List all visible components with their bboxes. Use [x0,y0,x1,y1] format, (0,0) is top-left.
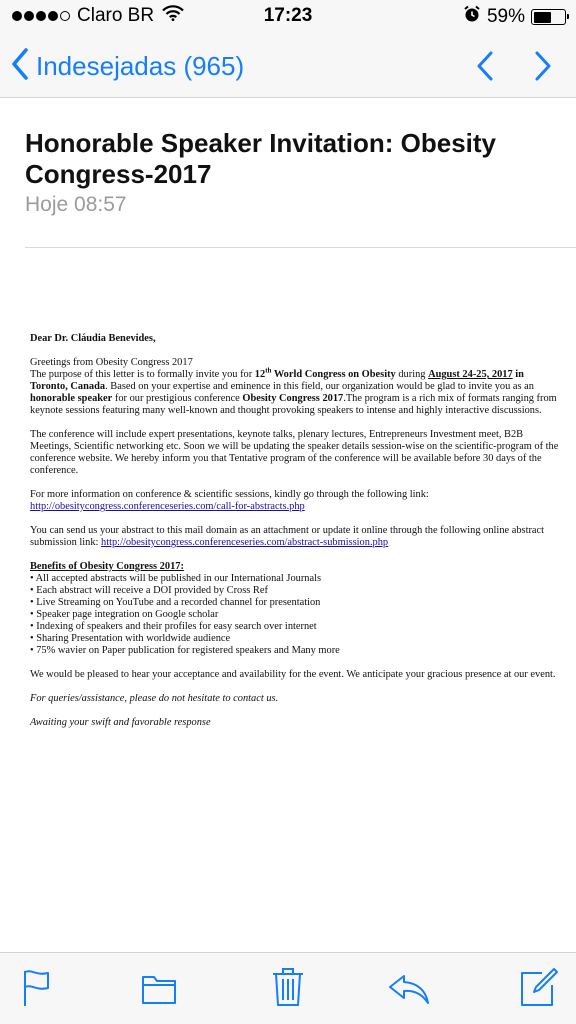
reply-button[interactable] [388,973,430,1012]
greeting: Greetings from Obesity Congress 2017 [30,357,193,368]
closing-paragraph: We would be pleased to hear your acceptance and availability for the event. We anticipate your gracious presence at our event. [30,669,556,680]
folder-icon [141,992,177,1009]
chevron-left-icon [10,47,30,86]
message-header [25,128,551,217]
status-time: 17:23 [263,5,313,26]
benefit-item: • All accepted abstracts will be published in our International Journals [30,573,322,584]
benefit-item: • Each abstract will receive a DOI provided by Cross Ref [30,585,268,596]
benefit-item: • Live Streaming on YouTube and a recorded channel for presentation [30,597,321,608]
header-divider [25,247,576,248]
benefit-item: • Speaker page integration on Google scholar [30,609,219,620]
abstract-paragraph: You can send us your abstract to this mail domain as an attachment or update it online through the following online abstract submission link: http://obesitycongress.conferenceseries.com/abstract-submission.php [30,525,545,548]
salutation: Dear Dr. Cláudia Benevides, [30,333,156,344]
flag-icon [22,994,52,1011]
message-date: Hoje 08:57 [25,193,127,216]
benefit-item: • Sharing Presentation with worldwide audience [30,633,231,644]
benefit-item: • 75% wavier on Paper publication for registered speakers and Many more [30,645,340,656]
reply-icon [388,994,430,1011]
alarm-icon [463,5,481,29]
status-bar [0,0,576,34]
previous-message-button[interactable] [474,50,496,87]
delete-button[interactable] [272,967,304,1012]
battery-percent: 59% [486,6,525,27]
back-button[interactable] [10,47,244,86]
next-message-button[interactable] [532,50,554,87]
conference-paragraph: The conference will include expert presentations, keynote talks, plenary lectures, Entrepreneurs Investment meet, B2B Meetings, Scientific networking etc. Soon we will be updating the speaker details session-wise on the scientific-program of the conference website. We hereby inform you that Tentative program of the conference will be available before 30 days of the conference. [30,429,559,476]
back-button-label: Indesejadas (965) [36,51,245,81]
benefit-item: • Indexing of speakers and their profiles for easy search over internet [30,621,317,632]
carrier-name: Claro BR [77,5,155,26]
nav-bar [0,34,576,98]
compose-button[interactable] [520,967,558,1012]
message-body [30,333,563,729]
invitation-paragraph: The purpose of this letter is to formally invite you for 12th World Congress on Obesity during August 24-25, 2017 in Toronto, Canada. Based on your expertise and eminence in this field, our organization would be glad to invite you as an honorable speaker for our prestigious conference Obesity Congress 2017.The program is a rich mix of formats ranging from keynote sessions featuring many well-known and thought provoking speakers to intense and highly interactive discussions. [30,366,557,416]
flag-button[interactable] [22,969,52,1012]
chevron-down-icon [532,69,554,86]
message-subject: Honorable Speaker Invitation: Obesity Congress-2017 [25,128,496,189]
awaiting-line: Awaiting your swift and favorable response [30,717,211,728]
benefits-title: Benefits of Obesity Congress 2017: [30,561,184,572]
abstract-submission-link[interactable]: http://obesitycongress.conferenceseries.com/abstract-submission.php [101,537,389,548]
queries-line: For queries/assistance, please do not hesitate to contact us. [30,693,279,704]
move-to-folder-button[interactable] [141,973,177,1010]
trash-icon [272,994,304,1011]
chevron-up-icon [474,69,496,86]
info-paragraph: For more information on conference & scientific sessions, kindly go through the following link: http://obesitycongress.conferenceseries.com/call-for-abstracts.php [30,489,429,512]
bottom-toolbar [0,952,576,1024]
call-for-abstracts-link[interactable]: http://obesitycongress.conferenceseries.com/call-for-abstracts.php [30,501,305,512]
compose-icon [520,994,558,1011]
battery-icon [531,9,566,25]
top-bar [0,0,576,98]
status-right [463,5,566,29]
